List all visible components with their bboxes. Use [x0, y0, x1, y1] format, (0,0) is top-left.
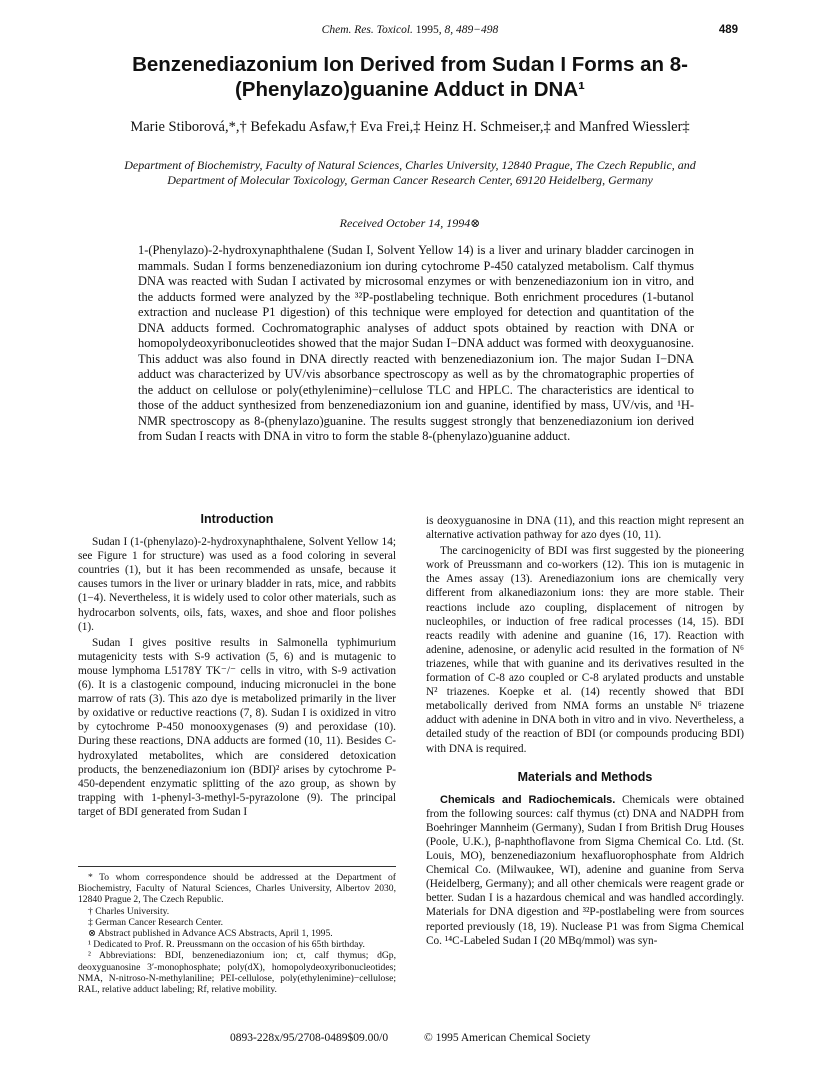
page-number: 489 [718, 24, 738, 36]
affiliations: Department of Biochemistry, Faculty of Natural Sciences, Charles University, 12840 Prague, The Czech Republic, and Department of Molecular Toxicology, German Cancer Research Center, 69120 Heidelberg, Germany [124, 158, 696, 187]
journal-volume-pages: , 8, 489−498 [438, 24, 499, 36]
footnote: † Charles University. [88, 905, 170, 917]
footnote: ¹ Dedicated to Prof. R. Preussmann on the occasion of his 65th birthday. [88, 939, 365, 951]
author-list: Marie Stiborová,*,† Befekadu Asfaw,† Eva Frei,‡ Heinz H. Schmeiser,‡ and Manfred Wiessler‡ [130, 119, 690, 135]
abstract: 1-(Phenylazo)-2-hydroxynaphthalene (Sudan I, Solvent Yellow 14) is a liver and urinary bladder carcinogen in mammals. Sudan I forms benzenediazonium ion during cytochrome P-450 catalyzed metabolism. Calf thymus DNA was reacted with Sudan I activated by microsomal enzymes or with benzenediazonium ion in vitro, and the adducts formed were analyzed by the ³²P-postlabeling technique. Both enrichment procedures (1-butanol extraction and nuclease P1 digestion) of this technique were employed for detection and quantitation of the DNA adducts formed. Cochromatographic analyses of adduct spots obtained by reaction with DNA or homopolydeoxyribonucleotides showed that the major Sudan I−DNA adduct was formed with deoxyguanosine. This adduct was also found in DNA directly reacted with benzenediazonium ion. The major Sudan I−DNA adduct was characterized by UV/vis absorbance spectroscopy as well as by the chromatographic properties of the adduct on cellulose or poly(ethylenimine)−cellulose TLC and HPLC. The characteristics are identical to those of the adduct synthesized from benzenediazonium ion and guanine, identified by mass, UV/vis, and ¹H-NMR spectroscopy as 8-(phenylazo)guanine. The results suggest strongly that benzenediazonium ion derived from Sudan I reacts with DNA in vitro to form the stable 8-(phenylazo)guanine adduct. [138, 243, 694, 443]
intro-paragraph: Sudan I (1-(phenylazo)-2-hydroxynaphthalene, Solvent Yellow 14; see Figure 1 for structure) was used as a food coloring in several countries (1), but it has been recommended as unsafe, because it causes tumors in the liver or urinary bladder in rats, mice, and rabbits (1−4). Nevertheless, it is widely used to color other materials, such as hydrocarbon solvents, oils, fats, waxes, and shoe and floor polishes (1). [78, 536, 396, 633]
right-column [426, 514, 744, 950]
journal-year: 1995 [415, 24, 439, 36]
chemicals-text: Chemicals were obtained from the following sources: calf thymus (ct) DNA and NADPH from Boehringer Mannheim (Germany), Sudan I from British Drug Houses (Poole, U.K.), β-naphthoflavone from Sigma Chemical Co. Ltd. (St. Louis, MO), benzenediazonium hexafluorophosphate from Aldrich Chemical Co. (Milwaukee, WI), adenine and guanine from Serva (Heidelberg, Germany); and all other chemicals were reagent grade or better. Sudan I is a hazardous chemical and was handled accordingly. Materials for DNA digestion and ³²P-postlabeling were from sources reported previously (18, 19). Nuclease P1 was from Sigma Chemical Co. ¹⁴C-Labeled Sudan I (20 MBq/mmol) was syn- [426, 793, 744, 947]
intro-paragraph: The carcinogenicity of BDI was first suggested by the pioneering work of Preussmann and co-workers (12). This ion is mutagenic in the Ames assay (13). Arenediazonium ions are chemically very different from alkanediazonium ions: they are more stable. Their reactions include azo coupling, displacement of nitrogen by nucleophiles, or induction of free radical processes (14, 15). BDI reacts readily with adenine and guanine (16, 17). Reaction with adenine, adenosine, or adenylic acid resulted in the formation of N⁶ triazenes, while that with guanine and its derivatives resulted in the formation of C-8 azo coupled or C-8 arylated products and unstable N² triazenes. Koepke et al. (14) recently showed that BDI metabolically derived from NMA forms an unstable N⁶ triazene adduct with adenine in DNA both in vitro and in vivo. Nevertheless, a detailed study of the reaction of BDI (or compounds producing BDI) with DNA is required. [426, 545, 744, 755]
footnotes [78, 866, 396, 995]
footnote: ⊗ Abstract published in Advance ACS Abstracts, April 1, 1995. [88, 928, 333, 940]
footnote: * To whom correspondence should be addressed at the Department of Biochemistry, Faculty of Natural Sciences, Charles University, Albertov 2030, 12840 Prague 2, The Czech Republic. [78, 872, 396, 906]
chemicals-runin-heading: Chemicals and Radiochemicals. [440, 793, 616, 806]
intro-continuation: is deoxyguanosine in DNA (11), and this reaction might represent an alternative activation pathway for azo dyes (10, 11). [426, 515, 744, 542]
materials-methods-heading: Materials and Methods [517, 769, 653, 784]
copyright-notice: © 1995 American Chemical Society [424, 1032, 591, 1044]
article-title: Benzenediazonium Ion Derived from Sudan I Forms an 8-(Phenylazo)guanine Adduct in DNA¹ [132, 53, 688, 101]
footnote: ² Abbreviations: BDI, benzenediazonium ion; ct, calf thymus; dGp, deoxyguanosine 3′-monophosphate; poly(dX), homopolydeoxyribonucleotides; NMA, N-nitroso-N-methylaniline; PEI-cellulose, poly(ethylenimine)−cellulose; RAL, relative adduct labeling; Rf, relative mobility. [78, 950, 396, 996]
received-date: Received October 14, 1994⊗ [339, 216, 481, 230]
chemicals-paragraph [426, 793, 744, 948]
intro-paragraph: Sudan I gives positive results in Salmonella typhimurium mutagenicity tests with S-9 activation (5, 6) and is mutagenic to mouse lymphoma L5178Y TK⁻/⁻ cells in vitro, with S-9 activation (6). It is a clastogenic compound, inducing micronuclei in the bone marrow of rats (3). This azo dye is metabolized primarily in the liver by oxidative or reductive reactions (7, 8). Sudan I is oxidized in vitro by cytochrome P-450 monooxygenases (9) and peroxidase (10). During these reactions, DNA adducts are formed (10, 11). Besides C-hydroxylated metabolites, which are considered detoxication products, the benzenediazonium ion (BDI)² arises by cytochrome P-450-dependent enzymatic splitting of the azo group, as shown by trapping with 1-phenyl-3-methyl-5-pyrazolone (9). The principal target of BDI generated from Sudan I [78, 636, 396, 818]
journal-citation [0, 24, 820, 36]
journal-name: Chem. Res. Toxicol. [321, 24, 413, 36]
left-column [78, 512, 396, 821]
issn-code: 0893-228x/95/2708-0489$09.00/0 [230, 1032, 389, 1044]
footnote: ‡ German Cancer Research Center. [88, 916, 224, 928]
introduction-heading: Introduction [200, 512, 274, 526]
running-head [0, 24, 820, 40]
